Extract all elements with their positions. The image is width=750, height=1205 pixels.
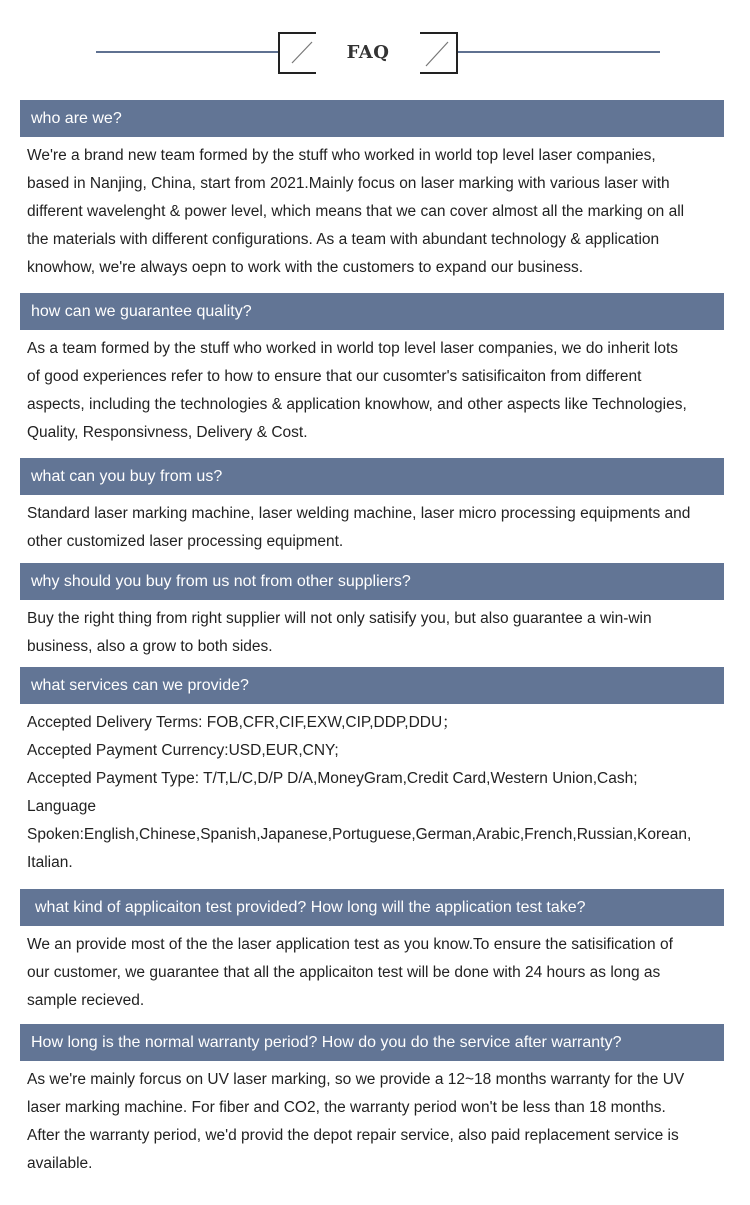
answer-line: Standard laser marking machine, laser welding machine, laser micro processing equipments and — [27, 505, 691, 522]
faq-question[interactable]: what kind of applicaiton test provided? How long will the application test take? — [20, 889, 724, 926]
answer-line: Language — [27, 798, 96, 815]
faq-answer — [20, 1061, 724, 1178]
faq-answer — [20, 600, 724, 661]
answer-line: sample recieved. — [27, 992, 145, 1009]
answer-line: Buy the right thing from right supplier will not only satisify you, but also guarantee a win-win — [27, 610, 652, 627]
answer-line: Accepted Delivery Terms: FOB,CFR,CIF,EXW,CIP,DDP,DDU； — [27, 714, 458, 731]
answer-line: After the warranty period, we'd provid the depot repair service, also paid replacement service is — [27, 1127, 679, 1144]
faq-item — [20, 667, 724, 877]
answer-line: knowhow, we're always oepn to work with the customers to expand our business. — [27, 259, 584, 276]
faq-answer — [20, 704, 724, 877]
faq-title-frame — [278, 32, 458, 74]
faq-item — [20, 563, 724, 661]
faq-question[interactable]: what services can we provide? — [20, 667, 724, 704]
answer-line: Quality, Responsivness, Delivery & Cost. — [27, 424, 308, 441]
answer-line: As a team formed by the stuff who worked in world top level laser companies, we do inherit lots — [27, 340, 679, 357]
faq-item — [20, 293, 724, 447]
page-title: FAQ — [346, 42, 390, 63]
answer-line: of good experiences refer to how to ensure that our cusomter's satisificaiton from different — [27, 368, 642, 385]
answer-line: our customer, we guarantee that all the applicaiton test will be done with 24 hours as long as — [27, 964, 661, 981]
header-divider-left — [96, 51, 286, 53]
faq-item — [20, 458, 724, 556]
faq-item — [20, 889, 724, 1015]
answer-line: aspects, including the technologies & application knowhow, and other aspects like Technologies, — [27, 396, 687, 413]
faq-question[interactable]: who are we? — [20, 100, 724, 137]
answer-line: business, also a grow to both sides. — [27, 638, 273, 655]
faq-header — [0, 30, 750, 76]
answer-line: Accepted Payment Type: T/T,L/C,D/P D/A,MoneyGram,Credit Card,Western Union,Cash; — [27, 770, 638, 787]
answer-line: As we're mainly forcus on UV laser marking, so we provide a 12~18 months warranty for the UV — [27, 1071, 685, 1088]
faq-answer — [20, 495, 724, 556]
answer-line: the materials with different configurations. As a team with abundant technology & application — [27, 231, 660, 248]
faq-answer — [20, 137, 724, 282]
header-divider-right — [450, 51, 660, 53]
answer-line: different wavelenght & power level, which means that we can cover almost all the marking on all — [27, 203, 685, 220]
answer-line: We an provide most of the the laser application test as you know.To ensure the satisification of — [27, 936, 673, 953]
answer-line: other customized laser processing equipment. — [27, 533, 344, 550]
faq-question[interactable]: how can we guarantee quality? — [20, 293, 724, 330]
answer-line: Italian. — [27, 854, 73, 871]
answer-line: available. — [27, 1155, 93, 1172]
faq-question[interactable]: what can you buy from us? — [20, 458, 724, 495]
faq-item — [20, 1024, 724, 1178]
answer-line: Spoken:English,Chinese,Spanish,Japanese,Portuguese,German,Arabic,French,Russian,Korean, — [27, 826, 692, 843]
faq-answer — [20, 330, 724, 447]
faq-question[interactable]: How long is the normal warranty period? How do you do the service after warranty? — [20, 1024, 724, 1061]
faq-question[interactable]: why should you buy from us not from other suppliers? — [20, 563, 724, 600]
answer-line: based in Nanjing, China, start from 2021.Mainly focus on laser marking with various laser with — [27, 175, 670, 192]
faq-item — [20, 100, 724, 282]
answer-line: Accepted Payment Currency:USD,EUR,CNY; — [27, 742, 339, 759]
faq-answer — [20, 926, 724, 1015]
answer-line: laser marking machine. For fiber and CO2, the warranty period won't be less than 18 months. — [27, 1099, 666, 1116]
answer-line: We're a brand new team formed by the stuff who worked in world top level laser companies, — [27, 147, 656, 164]
